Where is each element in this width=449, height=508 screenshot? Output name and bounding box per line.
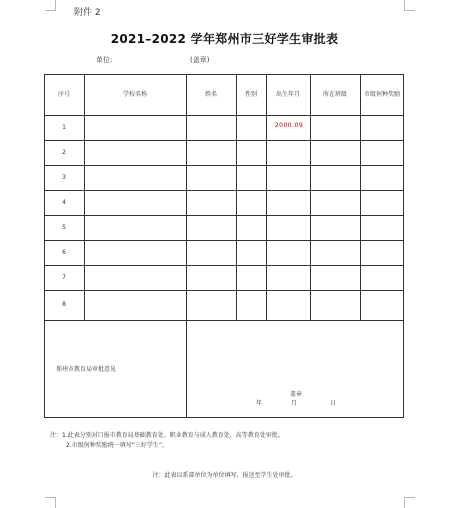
footer-note: 注：此表以系部单位为单位填写，报送至学生处审批。 <box>152 472 297 479</box>
col-header-index: 序号 <box>57 90 70 98</box>
table-line <box>186 320 187 418</box>
col-header-award: 市级何种奖励 <box>363 90 400 98</box>
table-line <box>44 290 404 291</box>
birth-date-value: 2000.09 <box>274 122 304 129</box>
row-index: 7 <box>62 274 66 281</box>
table-line <box>44 115 404 116</box>
crop-mark-bottom-right <box>404 497 415 508</box>
note-line-1: 注：1.此表分别对口报市教育局基础教育处、职业教育与成人教育处、高等教育处审批。 <box>50 432 284 439</box>
attachment-label: 附件 2 <box>74 8 101 18</box>
seal-label: (盖章) <box>190 56 210 64</box>
row-index: 4 <box>62 199 66 206</box>
date-year-label: 年 <box>256 400 263 407</box>
table-line <box>44 190 404 191</box>
col-header-name: 姓名 <box>204 90 217 98</box>
col-header-class: 所在班级 <box>322 90 347 98</box>
table-line <box>44 320 404 321</box>
row-index: 1 <box>62 124 66 131</box>
crop-mark-top-left <box>45 0 56 11</box>
row-index: 5 <box>62 224 66 231</box>
row-index: 3 <box>62 174 66 181</box>
table-line <box>360 74 361 320</box>
date-day-label: 日 <box>330 400 337 407</box>
row-index: 2 <box>62 149 66 156</box>
table-line <box>44 240 404 241</box>
approval-seal-label: 盖章 <box>290 391 303 398</box>
date-month-label: 月 <box>291 400 298 407</box>
row-index: 8 <box>62 301 66 308</box>
table-line <box>44 165 404 166</box>
row-index: 6 <box>62 249 66 256</box>
table-line <box>44 140 404 141</box>
table-line <box>44 215 404 216</box>
document-title: 2021–2022 学年郑州市三好学生审批表 <box>110 32 339 46</box>
table-line <box>44 265 404 266</box>
unit-label: 单位: <box>96 56 113 64</box>
col-header-school: 学校名称 <box>122 90 147 98</box>
col-header-gender: 性别 <box>244 90 257 98</box>
col-header-birth: 出生年月 <box>275 90 300 98</box>
crop-mark-top-right <box>404 0 415 11</box>
crop-mark-bottom-left <box>45 497 56 508</box>
approval-opinion-label: 郑州市教育局审批意见 <box>56 366 117 373</box>
note-line-2: 2.市级何种奖励统一填写“三好学生”。 <box>66 442 168 449</box>
